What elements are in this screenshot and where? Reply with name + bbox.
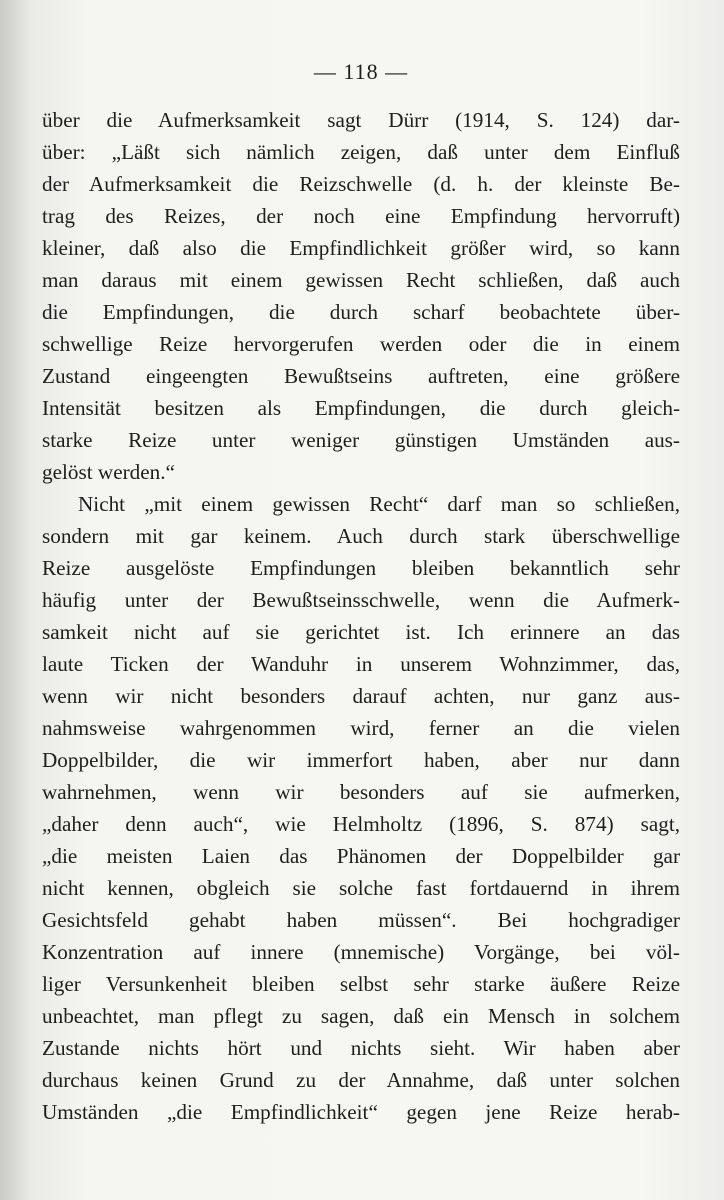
text-line: trag des Reizes, der noch eine Empfindung hervorruft) — [42, 204, 680, 228]
text-line: Gesichtsfeld gehabt haben müssen“. Bei hochgradiger — [42, 908, 680, 932]
text-line: schwellige Reize hervorgerufen werden oder die in einem — [42, 332, 680, 356]
page-number: — 118 — — [313, 59, 409, 84]
text-line: samkeit nicht auf sie gerichtet ist. Ich erinnere an das — [42, 620, 680, 644]
text-line: starke Reize unter weniger günstigen Umständen aus- — [42, 428, 680, 452]
text-line: kleiner, daß also die Empfindlichkeit größer wird, so kann — [42, 236, 680, 260]
text-line: laute Ticken der Wanduhr in unserem Wohnzimmer, das, — [42, 652, 680, 676]
text-line: „daher denn auch“, wie Helmholtz (1896, S. 874) sagt, — [42, 812, 680, 836]
text-line: Zustand eingeengten Bewußtseins auftreten, eine größere — [42, 364, 680, 388]
text-line: die Empfindungen, die durch scharf beobachtete über- — [42, 300, 680, 324]
text-line: unbeachtet, man pflegt zu sagen, daß ein Mensch in solchem — [42, 1004, 680, 1028]
text-line: durchaus keinen Grund zu der Annahme, daß unter solchen — [42, 1068, 680, 1092]
text-line: gelöst werden.“ — [42, 460, 175, 484]
text-line: über die Aufmerksamkeit sagt Dürr (1914, S. 124) dar- — [42, 108, 680, 132]
text-line: über: „Läßt sich nämlich zeigen, daß unter dem Einfluß — [42, 140, 680, 164]
text-line: wenn wir nicht besonders darauf achten, nur ganz aus- — [42, 684, 680, 708]
text-line: „die meisten Laien das Phänomen der Doppelbilder gar — [42, 844, 680, 868]
text-line: wahrnehmen, wenn wir besonders auf sie aufmerken, — [42, 780, 680, 804]
text-line: häufig unter der Bewußtseinsschwelle, wenn die Aufmerk- — [42, 588, 680, 612]
paragraph-2 — [42, 488, 680, 1128]
body-text — [42, 104, 680, 1128]
text-line: sondern mit gar keinem. Auch durch stark überschwellige — [42, 524, 680, 548]
paragraph-1 — [42, 104, 680, 488]
text-line: Nicht „mit einem gewissen Recht“ darf man so schließen, — [78, 492, 680, 516]
text-line: Umständen „die Empfindlichkeit“ gegen jene Reize herab- — [42, 1100, 680, 1124]
text-line: Reize ausgelöste Empfindungen bleiben bekanntlich sehr — [42, 556, 680, 580]
text-line: Zustande nichts hört und nichts sieht. Wir haben aber — [42, 1036, 680, 1060]
text-line: Doppelbilder, die wir immerfort haben, aber nur dann — [42, 748, 680, 772]
text-line: nicht kennen, obgleich sie solche fast fortdauernd in ihrem — [42, 876, 680, 900]
text-line: Intensität besitzen als Empfindungen, die durch gleich- — [42, 396, 680, 420]
text-line: man daraus mit einem gewissen Recht schließen, daß auch — [42, 268, 680, 292]
text-line: Konzentration auf innere (mnemische) Vorgänge, bei völ- — [42, 940, 680, 964]
text-line: liger Versunkenheit bleiben selbst sehr starke äußere Reize — [42, 972, 680, 996]
text-line: der Aufmerksamkeit die Reizschwelle (d. h. der kleinste Be- — [42, 172, 680, 196]
text-line: nahmsweise wahrgenommen wird, ferner an die vielen — [42, 716, 680, 740]
